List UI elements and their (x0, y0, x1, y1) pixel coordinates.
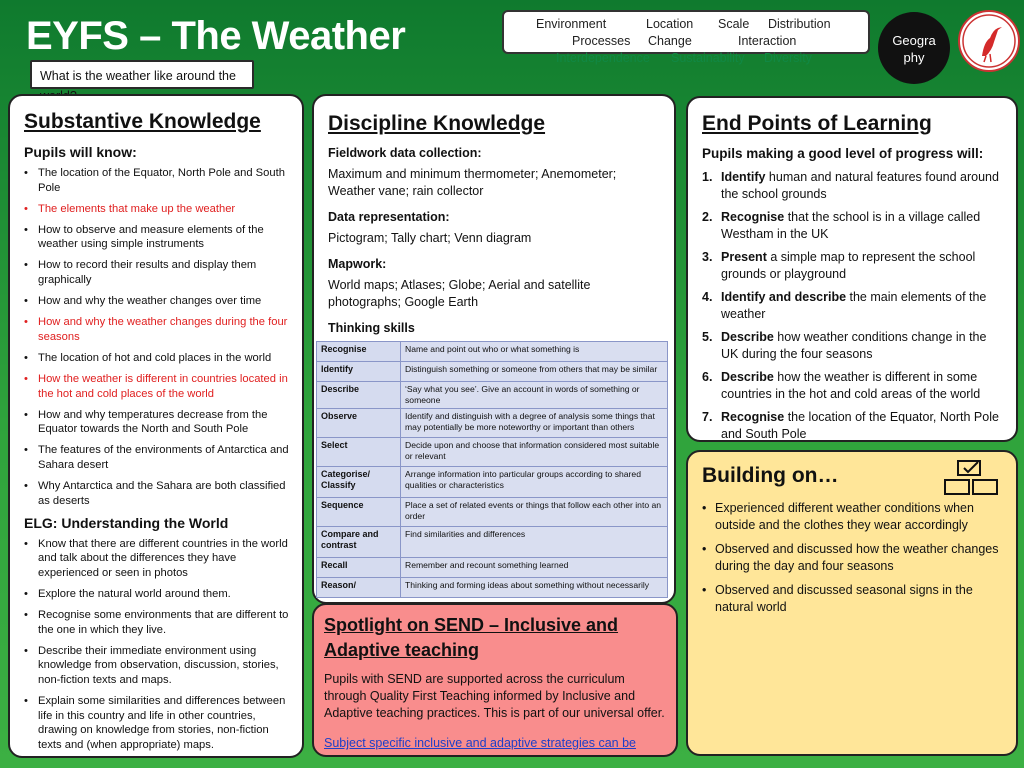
list-item: • How to record their results and display them graphically (24, 258, 290, 287)
end-points-subheading: Pupils making a good level of progress will: (702, 146, 984, 161)
concept: Environment (536, 17, 607, 31)
concept: Sustainability (671, 51, 745, 65)
building-on-list (702, 500, 1006, 616)
table-row (317, 362, 668, 382)
item-number: 1. (702, 170, 713, 184)
list-item: • Experienced different weather conditions when outside and the clothes they wear accordingly (702, 500, 1006, 534)
item-text: the location of the Equator, North Pole and South Pole (721, 410, 999, 441)
table-row (317, 342, 668, 362)
list-item: • Know that there are different countries in the world and talk about the differences they have experienced or seen in photos (24, 537, 290, 581)
list-item (702, 409, 1006, 443)
subject-label: Geography (892, 33, 936, 65)
skill-name: Recognise (317, 342, 401, 362)
list-item (702, 369, 1006, 403)
list-item (702, 329, 1006, 363)
item-text: that the school is in a village called Westham in the UK (721, 210, 981, 241)
skill-description: Name and point out who or what something is (401, 342, 668, 362)
item-text: a simple map to represent the school grounds or playground (721, 250, 976, 281)
concept: Interdependence (556, 51, 650, 65)
item-text: human and natural features found around the school grounds (721, 170, 999, 201)
skill-name: Select (317, 438, 401, 467)
item-verb: Identify (721, 170, 766, 184)
concept: Interaction (738, 34, 797, 48)
table-row (317, 498, 668, 527)
data-representation-label: Data representation: (328, 210, 450, 224)
skill-name: Describe (317, 382, 401, 409)
item-verb: Recognise (721, 210, 785, 224)
list-item (702, 169, 1006, 203)
school-logo (958, 10, 1020, 72)
data-representation-text: Pictogram; Tally chart; Venn diagram (328, 231, 532, 245)
item-number: 7. (702, 410, 713, 424)
concept: Change (648, 34, 692, 48)
list-item: • How and why temperatures decrease from the Equator towards the North and South Pole (24, 408, 290, 437)
concept: Distribution (768, 17, 831, 31)
fieldwork-label: Fieldwork data collection: (328, 146, 482, 160)
list-item: • The features of the environments of Antarctica and Sahara desert (24, 443, 290, 472)
heron-icon (960, 12, 1018, 70)
skill-description: Identify and distinguish with a degree of analysis some things that may potentially be more noteworthy or important than others (401, 409, 668, 438)
skill-description: Arrange information into particular groups according to shared qualities or characteristics (401, 467, 668, 498)
list-item (702, 249, 1006, 283)
fieldwork-text: Maximum and minimum thermometer; Anemometer; Weather vane; rain collector (328, 167, 617, 198)
item-number: 3. (702, 250, 713, 264)
building-blocks-icon (942, 458, 1000, 498)
item-verb: Describe (721, 330, 774, 344)
skill-name: Recall (317, 558, 401, 578)
table-row (317, 558, 668, 578)
skill-description: Thinking and forming ideas about something without necessarily (401, 578, 668, 598)
item-verb: Identify and describe (721, 290, 847, 304)
list-item: • Observed and discussed how the weather changes during the day and four seasons (702, 541, 1006, 575)
list-item (702, 289, 1006, 323)
list-item: • How to observe and measure elements of the weather using simple instruments (24, 223, 290, 252)
item-text: the main elements of the weather (721, 290, 987, 321)
send-text: Pupils with SEND are supported across the curriculum through Quality First Teaching informed by Inclusive and Adaptive teaching practices. This is part of our universal offer. (324, 672, 665, 720)
list-item: • How the weather is different in countries located in the hot and cold places of the world (24, 372, 290, 401)
list-item: • Observed and discussed seasonal signs in the natural world (702, 582, 1006, 616)
mapwork-label: Mapwork: (328, 257, 387, 271)
send-strategies-link[interactable]: Subject specific inclusive and adaptive strategies can be (324, 736, 636, 750)
building-on-heading: Building on… (702, 464, 839, 487)
list-item: • Describe their immediate environment using knowledge from observation, discussion, stories, non-fiction texts and maps. (24, 644, 290, 688)
thinking-skills-label: Thinking skills (328, 321, 415, 335)
substantive-knowledge-panel (8, 94, 304, 758)
item-text: how weather conditions change in the UK during the four seasons (721, 330, 987, 361)
enquiry-question: What is the weather like around the (30, 60, 254, 89)
table-row (317, 527, 668, 558)
item-number: 5. (702, 330, 713, 344)
substantive-heading: Substantive Knowledge (24, 110, 261, 133)
mapwork-text: World maps; Atlases; Globe; Aerial and satellite photographs; Google Earth (328, 278, 591, 309)
skill-description: ‘Say what you see’. Give an account in words of something or someone (401, 382, 668, 409)
skill-description: Place a set of related events or things that follow each other into an order (401, 498, 668, 527)
item-number: 6. (702, 370, 713, 384)
skill-description: Remember and recount something learned (401, 558, 668, 578)
skill-name: Identify (317, 362, 401, 382)
end-points-panel (686, 96, 1018, 442)
item-text: how the weather is different in some countries in the hot and cold areas of the world (721, 370, 981, 401)
concept: Location (646, 17, 694, 31)
list-item: • Explain some similarities and differences between life in this country and life in other countries, drawing on knowledge from stories, non-fiction texts and (when appropriate) maps. (24, 694, 290, 752)
item-verb: Describe (721, 370, 774, 384)
skill-name: Reason/ (317, 578, 401, 598)
skill-description: Decide upon and choose that information considered most suitable or relevant (401, 438, 668, 467)
send-panel (312, 603, 678, 757)
item-number: 2. (702, 210, 713, 224)
end-points-list (702, 169, 1006, 443)
list-item: • How and why the weather changes over time (24, 294, 290, 309)
list-item: • Why Antarctica and the Sahara are both classified as deserts (24, 479, 290, 508)
item-number: 4. (702, 290, 713, 304)
page-title: EYFS – The Weather (26, 14, 406, 58)
discipline-heading: Discipline Knowledge (328, 112, 546, 135)
item-verb: Recognise (721, 410, 785, 424)
list-item: • Recognise some environments that are different to the one in which they live. (24, 608, 290, 637)
concept: Processes (572, 34, 631, 48)
skill-description: Distinguish something or someone from others that may be similar (401, 362, 668, 382)
elg-heading: ELG: Understanding the World (24, 514, 229, 531)
list-item (702, 209, 1006, 243)
list-item: • The location of the Equator, North Pole and South Pole (24, 166, 290, 195)
item-verb: Present (721, 250, 767, 264)
skill-description: Find similarities and differences (401, 527, 668, 558)
building-on-panel (686, 450, 1018, 756)
table-row (317, 382, 668, 409)
list-item: • Explore the natural world around them. (24, 587, 290, 602)
skill-name: Compare and contrast (317, 527, 401, 558)
concept: Diversity (764, 51, 812, 65)
list-item: • The location of hot and cold places in the world (24, 351, 290, 366)
substantive-subheading: Pupils will know: (24, 144, 137, 160)
skill-name: Categorise/ Classify (317, 467, 401, 498)
concepts-box (502, 10, 870, 54)
list-item: • The elements that make up the weather (24, 202, 290, 217)
table-row (317, 409, 668, 438)
skill-name: Sequence (317, 498, 401, 527)
list-item: • How and why the weather changes during the four seasons (24, 315, 290, 344)
concept: Scale (718, 17, 750, 31)
table-row (317, 467, 668, 498)
substantive-list (24, 166, 290, 508)
subject-badge (878, 12, 950, 84)
table-row (317, 578, 668, 598)
table-row (317, 438, 668, 467)
elg-list (24, 537, 290, 753)
skill-name: Observe (317, 409, 401, 438)
end-points-heading: End Points of Learning (702, 112, 932, 135)
thinking-skills-table (316, 341, 668, 598)
send-heading: Spotlight on SEND – Inclusive and Adaptive teaching (324, 615, 619, 660)
